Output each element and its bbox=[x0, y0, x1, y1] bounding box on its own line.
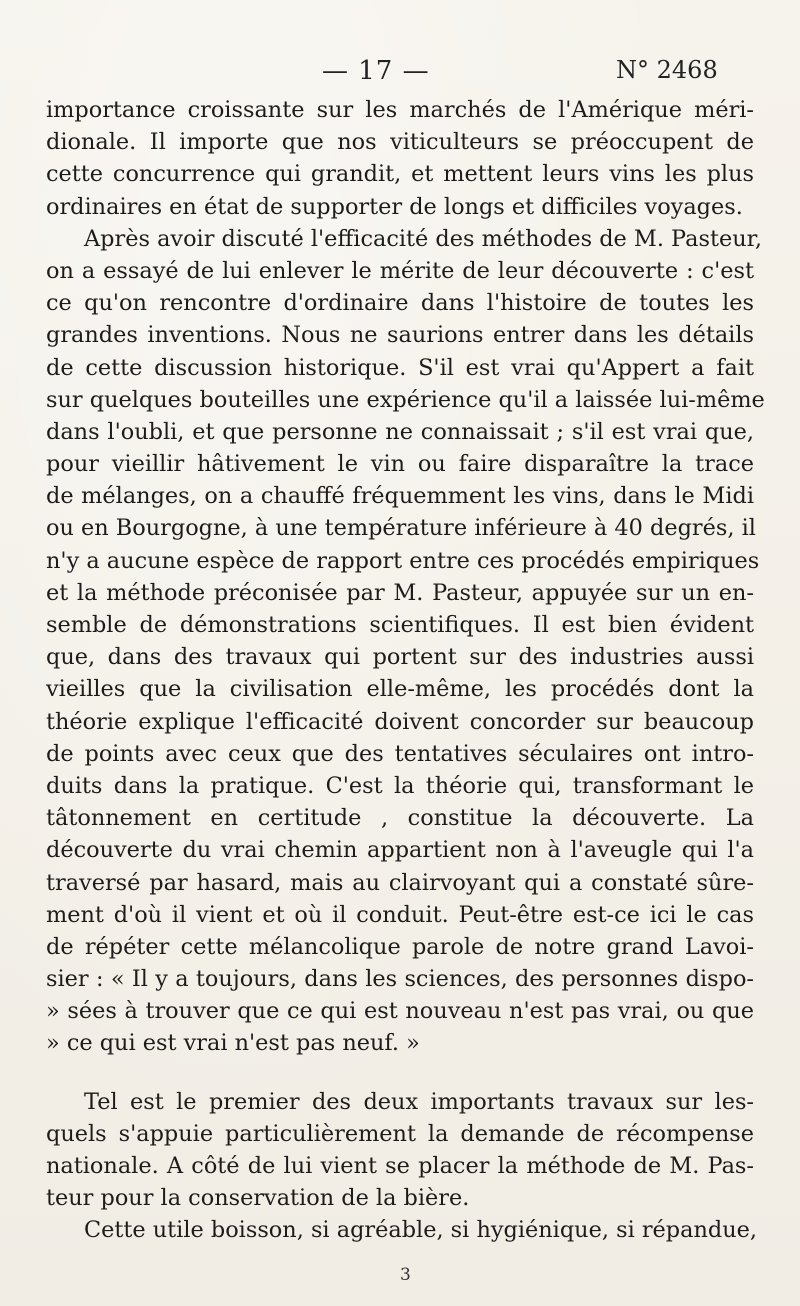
text-line: quels s'appuie particulièrement la demande de récompense bbox=[46, 1120, 754, 1147]
text-line: » ce qui est vrai n'est pas neuf. » bbox=[46, 1030, 420, 1057]
text-line: n'y a aucune espèce de rapport entre ces procédés empiriques bbox=[46, 547, 760, 574]
page-number: — 17 — bbox=[322, 56, 430, 86]
text-line: Cette utile boisson, si agréable, si hygiénique, si répandue, bbox=[84, 1217, 758, 1244]
text-line: théorie explique l'efficacité doivent concorder sur beaucoup bbox=[46, 708, 754, 735]
document-number: N° 2468 bbox=[616, 56, 718, 84]
text-line: teur pour la conservation de la bière. bbox=[46, 1185, 470, 1212]
text-line: de répéter cette mélancolique parole de notre grand Lavoi- bbox=[46, 933, 754, 960]
text-line: découverte du vrai chemin appartient non à l'aveugle qui l'a bbox=[46, 837, 754, 864]
text-line: cette concurrence qui grandit, et mettent leurs vins les plus bbox=[46, 161, 754, 188]
text-line: importance croissante sur les marchés de l'Amérique méri- bbox=[46, 97, 754, 123]
text-line: semble de démonstrations scientifiques. Il est bien évident bbox=[46, 612, 754, 638]
text-line: duits dans la pratique. C'est la théorie qui, transformant le bbox=[46, 772, 754, 799]
text-line: Tel est le premier des deux importants travaux sur les- bbox=[84, 1088, 754, 1115]
text-line: de points avec ceux que des tentatives séculaires ont intro- bbox=[46, 740, 754, 767]
text-line: de cette discussion historique. S'il est vrai qu'Appert a fait bbox=[46, 354, 754, 381]
text-line: vieilles que la civilisation elle-même, les procédés dont la bbox=[46, 676, 754, 703]
text-line: traversé par hasard, mais au clairvoyant qui a constaté sûre- bbox=[46, 869, 754, 896]
text-line: et la méthode préconisée par M. Pasteur, appuyée sur un en- bbox=[46, 579, 754, 606]
text-line: de mélanges, on a chauffé fréquemment les vins, dans le Midi bbox=[46, 483, 754, 510]
text-line: dans l'oubli, et que personne ne connaissait ; s'il est vrai que, bbox=[46, 418, 754, 445]
text-line: nationale. A côté de lui vient se placer la méthode de M. Pas- bbox=[46, 1153, 754, 1179]
text-line: ce qu'on rencontre d'ordinaire dans l'histoire de toutes les bbox=[46, 290, 754, 317]
text-line: on a essayé de lui enlever le mérite de leur découverte : c'est bbox=[46, 257, 754, 284]
text-line: » sées à trouver que ce qui est nouveau n'est pas vrai, ou que bbox=[46, 998, 754, 1025]
text-line: dionale. Il importe que nos viticulteurs se préoccupent de bbox=[46, 129, 754, 156]
text-line: sier : « Il y a toujours, dans les sciences, des personnes dispo- bbox=[46, 966, 754, 993]
text-line: grandes inventions. Nous ne saurions entrer dans les détails bbox=[46, 322, 754, 349]
page-header bbox=[0, 56, 800, 96]
text-line: ordinaires en état de supporter de longs et difficiles voyages. bbox=[46, 193, 743, 220]
text-line: ment d'où il vient et où il conduit. Peut-être est-ce ici le cas bbox=[46, 901, 754, 928]
text-line: tâtonnement en certitude , constitue la découverte. La bbox=[46, 805, 754, 832]
body-text bbox=[46, 94, 765, 1247]
text-line: que, dans des travaux qui portent sur des industries aussi bbox=[46, 644, 754, 671]
text-line: pour vieillir hâtivement le vin ou faire disparaître la trace bbox=[46, 451, 754, 478]
paragraph-gap bbox=[46, 1060, 754, 1086]
signature-mark: 3 bbox=[400, 1265, 411, 1285]
text-line: Après avoir discuté l'efficacité des méthodes de M. Pasteur, bbox=[84, 225, 762, 252]
text-line: sur quelques bouteilles une expérience qu'il a laissée lui-même bbox=[46, 386, 765, 413]
text-line: ou en Bourgogne, à une température inférieure à 40 degrés, il bbox=[46, 515, 756, 542]
